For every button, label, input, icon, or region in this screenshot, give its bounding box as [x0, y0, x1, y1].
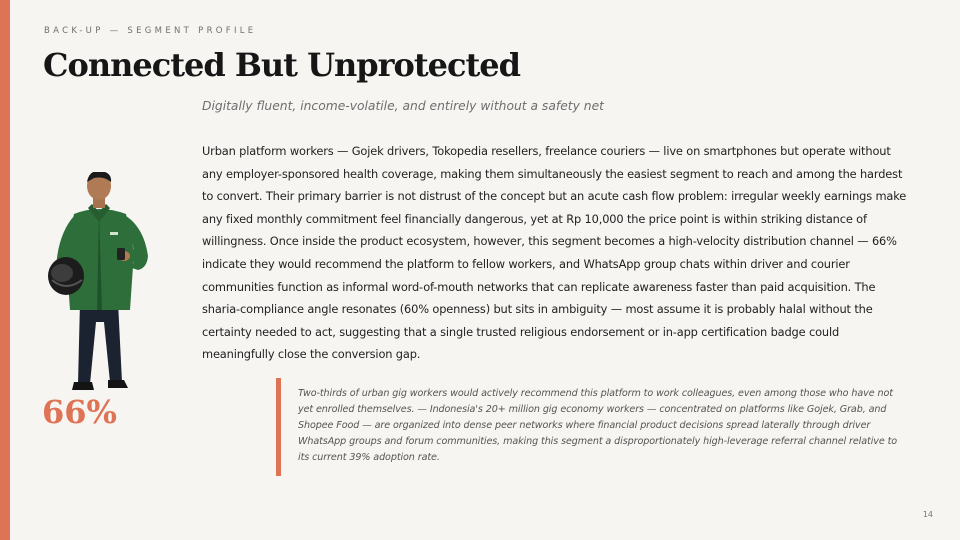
left-accent-bar — [0, 0, 10, 540]
slide-subtitle: Digitally fluent, income-volatile, and entirely without a safety net — [202, 99, 604, 113]
quote-accent-bar — [276, 378, 281, 476]
segment-description: Urban platform workers — Gojek drivers, Tokopedia resellers, freelance couriers — live on smartphones but operate without any employer-sponsored health coverage, making them simultaneously the easiest segment to reach and among the hardest to convert. Their primary barrier is not distrust of the concept but an acute cash flow problem: irregular weekly earnings make any fixed monthly commitment feel financially dangerous, yet at Rp 10,000 the price point is within striking distance of willingness. Once inside the product ecosystem, however, this segment becomes a high-velocity distribution channel — 66% indicate they would recommend the platform to fellow workers, and WhatsApp group chats within driver and courier communities function as informal word-of-mouth networks that can replicate awareness faster than paid acquisition. The sharia-compliance angle resonates (60% openness) but sits in ambiguity — most assume it is probably halal without the certainty needed to act, suggesting that a single trusted religious endorsement or in-app certification badge could meaningfully close the conversion gap. — [202, 144, 907, 362]
slide-title: Connected But Unprotected — [43, 46, 520, 84]
gig-worker-photo — [44, 172, 154, 394]
key-stat-value: 66% — [42, 393, 117, 431]
page-number: 14 — [922, 510, 933, 519]
section-eyebrow: BACK-UP — SEGMENT PROFILE — [44, 26, 257, 36]
quote-callout: Two-thirds of urban gig workers would actively recommend this platform to work colleagues, even among those who have not yet enrolled themselves. — Indonesia's 20+ million gig economy workers — concentrated on platforms like Gojek, Grab, and Shopee Food — are organized into dense peer networks where financial product decisions spread laterally through driver WhatsApp groups and forum communities, making this segment a disproportionately high-leverage referral channel relative to its current 39% adoption rate. — [298, 388, 898, 463]
